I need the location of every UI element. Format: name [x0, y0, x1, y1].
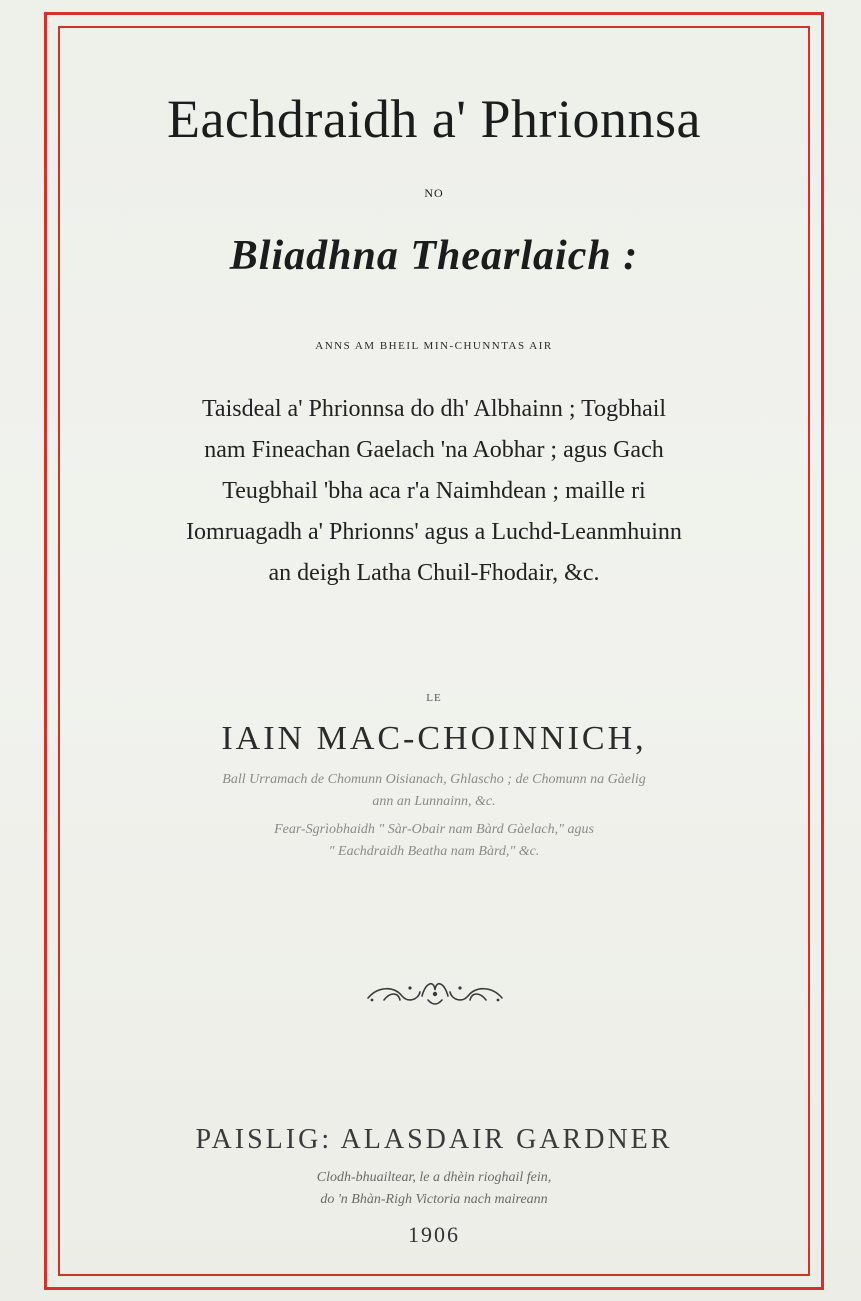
author-note: Ball Urramach de Chomunn Oisianach, Ghlascho ; de Chomunn na Gàelig: [222, 772, 646, 787]
by-label: LE: [426, 692, 442, 704]
description-line: Iomruagadh a' Phrionns' agus a Luchd-Leanmhuinn: [186, 519, 682, 545]
floral-vignette-icon: [364, 976, 506, 1010]
author-note: " Eachdraidh Beatha nam Bàrd," &c.: [328, 844, 540, 859]
conjunction: NO: [424, 186, 444, 200]
description-line: Taisdeal a' Phrionnsa do dh' Albhainn ; Togbhail: [201, 396, 667, 422]
description-line: nam Fineachan Gaelach 'na Aobhar ; agus Gach: [204, 437, 664, 463]
book-title: Eachdraidh a' Phrionnsa: [166, 89, 702, 149]
imprint-line: Clodh-bhuailtear, le a dhèin rioghail fein,: [316, 1170, 552, 1185]
description-line: an deigh Latha Chuil-Fhodair, &c.: [268, 560, 600, 586]
author-name: IAIN MAC-CHOINNICH,: [221, 720, 647, 757]
inner-red-border: [58, 26, 810, 1276]
author-note: ann an Lunnainn, &c.: [372, 794, 496, 809]
description-line: Teugbhail 'bha aca r'a Naimhdean ; maille ri: [222, 478, 646, 504]
imprint-line: do 'n Bhàn-Righ Victoria nach maireann: [320, 1192, 548, 1207]
book-subtitle: Bliadhna Thearlaich :: [229, 233, 639, 279]
publisher: PAISLIG: ALASDAIR GARDNER: [195, 1124, 673, 1155]
publication-year: 1906: [408, 1222, 460, 1247]
preamble: ANNS AM BHEIL MIN-CHUNNTAS AIR: [315, 340, 553, 352]
author-note: Fear-Sgrìobhaidh " Sàr-Obair nam Bàrd Gàelach," agus: [274, 822, 594, 837]
